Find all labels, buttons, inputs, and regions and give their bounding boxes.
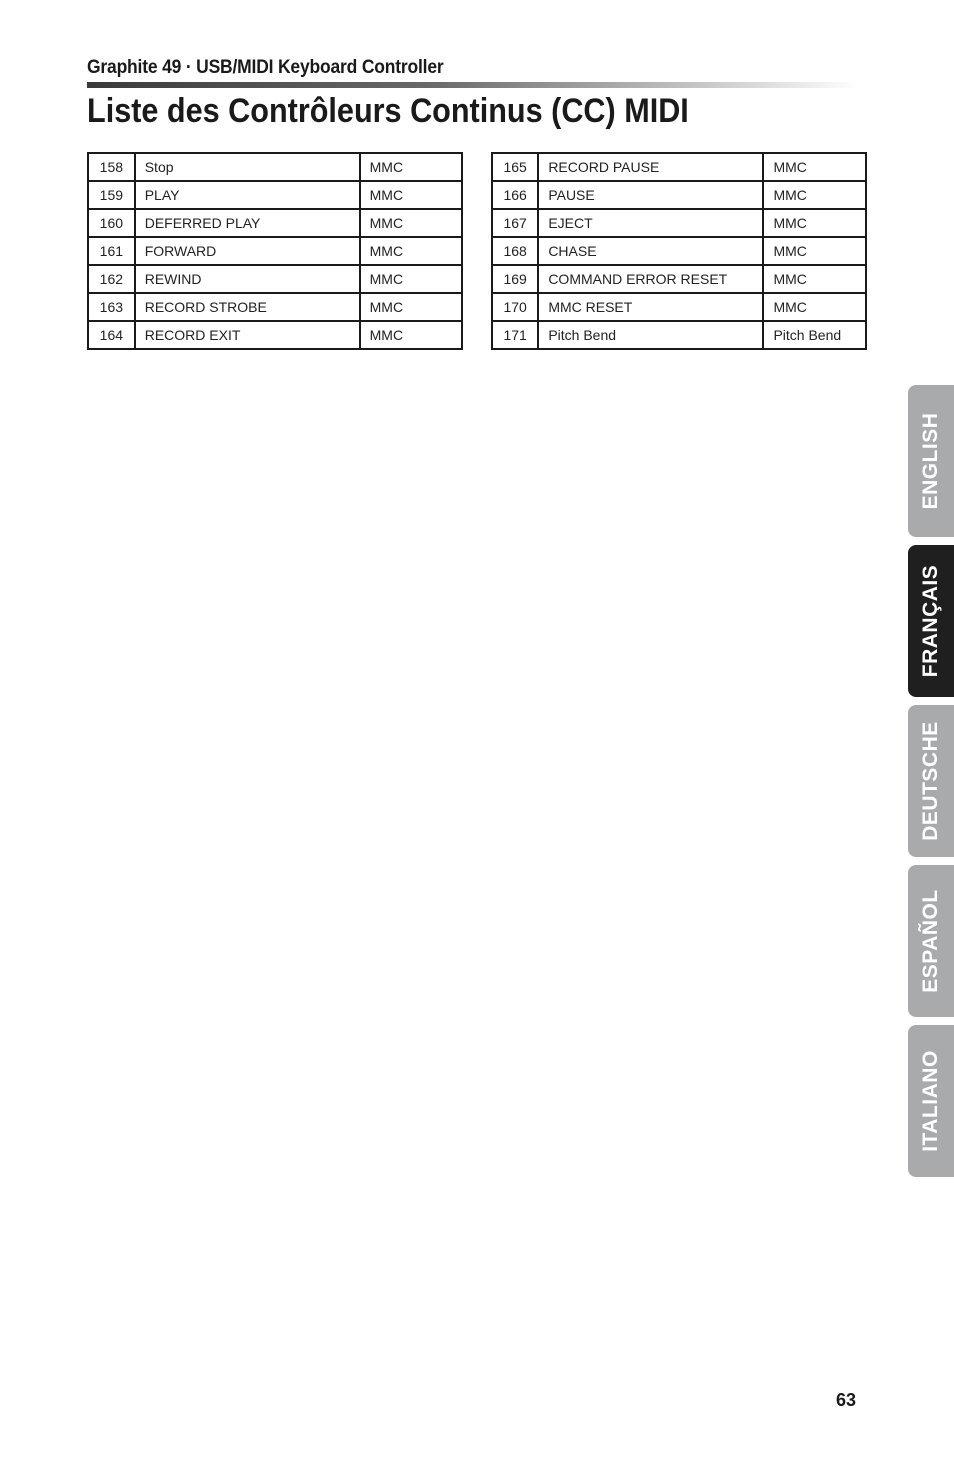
cc-type: Pitch Bend xyxy=(763,321,866,349)
page-title: Liste des Contrôleurs Continus (CC) MIDI xyxy=(87,92,689,130)
cc-name: FORWARD xyxy=(135,237,360,265)
cc-number: 171 xyxy=(492,321,538,349)
tab-deutsche[interactable] xyxy=(908,705,954,857)
cc-type: MMC xyxy=(763,181,866,209)
cc-number: 161 xyxy=(88,237,135,265)
cc-number: 168 xyxy=(492,237,538,265)
tab-espanol[interactable] xyxy=(908,865,954,1017)
tab-label: ENGLISH xyxy=(919,412,942,510)
table-row xyxy=(88,237,462,265)
table-row xyxy=(88,153,462,181)
cc-type: MMC xyxy=(360,237,462,265)
tab-label: ESPAÑOL xyxy=(919,889,942,993)
table-row xyxy=(88,209,462,237)
cc-number: 165 xyxy=(492,153,538,181)
cc-type: MMC xyxy=(763,237,866,265)
cc-name: CHASE xyxy=(538,237,763,265)
cc-number: 163 xyxy=(88,293,135,321)
cc-name: PLAY xyxy=(135,181,360,209)
cc-table-right xyxy=(491,152,867,350)
table-row xyxy=(492,293,866,321)
product-title: Graphite 49 · USB/MIDI Keyboard Controller xyxy=(87,57,444,78)
table-row xyxy=(88,265,462,293)
cc-type: MMC xyxy=(360,321,462,349)
cc-name: COMMAND ERROR RESET xyxy=(538,265,763,293)
cc-number: 170 xyxy=(492,293,538,321)
table-row xyxy=(88,321,462,349)
cc-number: 166 xyxy=(492,181,538,209)
cc-name: Stop xyxy=(135,153,360,181)
cc-name: EJECT xyxy=(538,209,763,237)
cc-type: MMC xyxy=(360,181,462,209)
cc-number: 169 xyxy=(492,265,538,293)
table-row xyxy=(88,293,462,321)
table-row xyxy=(492,209,866,237)
cc-type: MMC xyxy=(763,293,866,321)
tab-label: DEUTSCHE xyxy=(919,721,942,841)
cc-name: MMC RESET xyxy=(538,293,763,321)
table-row xyxy=(492,153,866,181)
tab-francais[interactable] xyxy=(908,545,954,697)
table-row xyxy=(492,181,866,209)
tab-label: ITALIANO xyxy=(919,1050,942,1152)
tab-label: FRANÇAIS xyxy=(919,564,942,678)
cc-name: REWIND xyxy=(135,265,360,293)
cc-number: 159 xyxy=(88,181,135,209)
cc-table-left xyxy=(87,152,463,350)
cc-type: MMC xyxy=(360,153,462,181)
cc-number: 162 xyxy=(88,265,135,293)
cc-name: Pitch Bend xyxy=(538,321,763,349)
table-row xyxy=(492,321,866,349)
tab-italiano[interactable] xyxy=(908,1025,954,1177)
cc-number: 164 xyxy=(88,321,135,349)
cc-name: RECORD EXIT xyxy=(135,321,360,349)
tab-english[interactable] xyxy=(908,385,954,537)
cc-type: MMC xyxy=(360,265,462,293)
cc-type: MMC xyxy=(360,293,462,321)
header-rule xyxy=(87,82,860,88)
cc-number: 160 xyxy=(88,209,135,237)
cc-number: 167 xyxy=(492,209,538,237)
cc-type: MMC xyxy=(360,209,462,237)
table-row xyxy=(492,237,866,265)
table-row xyxy=(492,265,866,293)
cc-name: RECORD STROBE xyxy=(135,293,360,321)
cc-type: MMC xyxy=(763,265,866,293)
cc-name: DEFERRED PLAY xyxy=(135,209,360,237)
cc-type: MMC xyxy=(763,209,866,237)
cc-name: PAUSE xyxy=(538,181,763,209)
page-number: 63 xyxy=(836,1390,857,1410)
cc-number: 158 xyxy=(88,153,135,181)
cc-name: RECORD PAUSE xyxy=(538,153,763,181)
cc-type: MMC xyxy=(763,153,866,181)
table-row xyxy=(88,181,462,209)
